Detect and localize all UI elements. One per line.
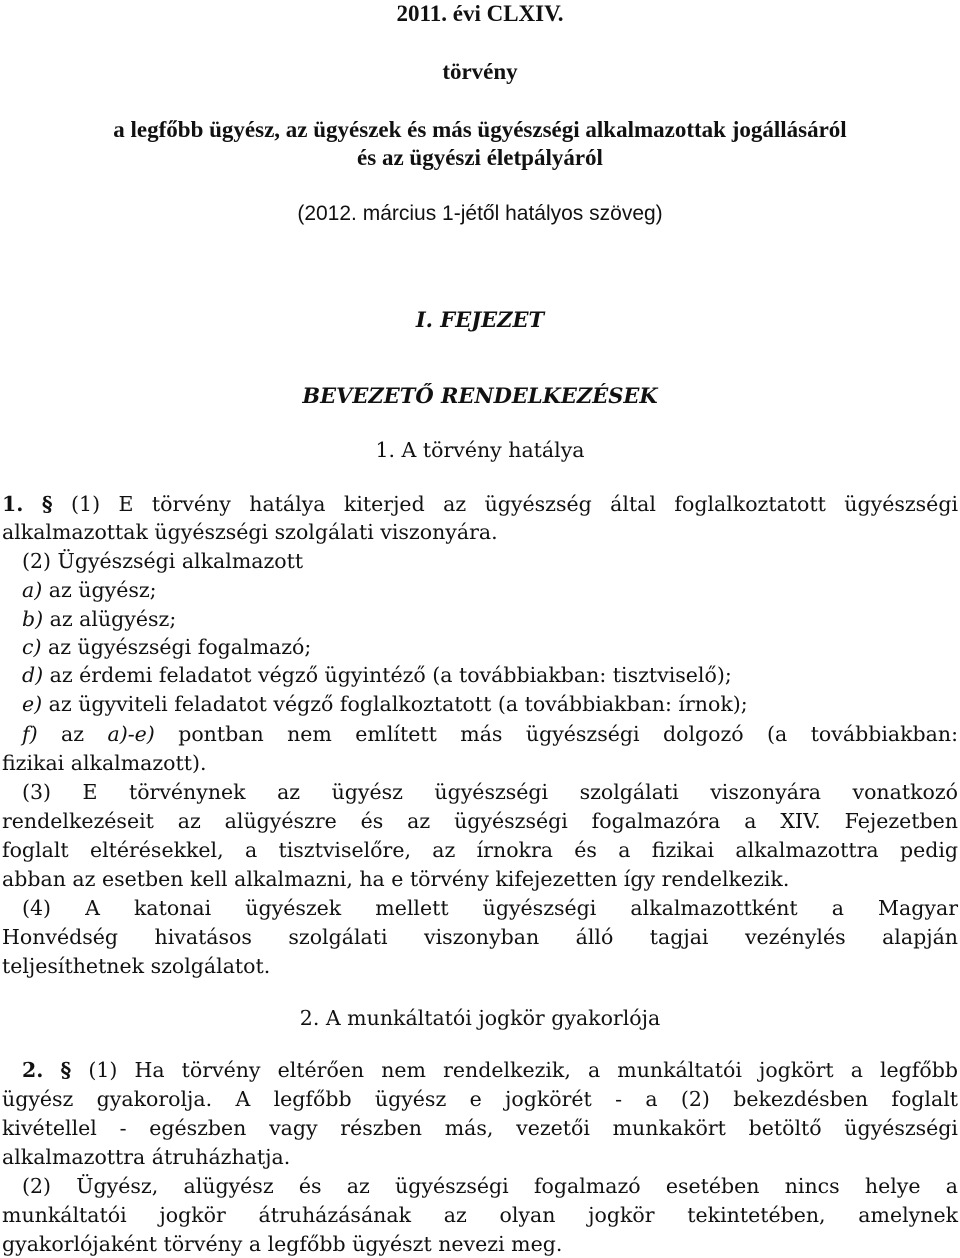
validity-note: (2012. március 1-jétől hatályos szöveg) — [297, 202, 663, 225]
chapter-number: I. FEJEZET — [415, 307, 545, 332]
list-item-f — [22, 720, 958, 748]
paragraph-1-1-line-1 — [2, 490, 958, 518]
list-letter: c) — [22, 635, 42, 659]
paragraph-2-1-line-2: ügyész gyakorolja. A legfőbb ügyész e jogkörét - a (2) bekezdésben foglalt — [2, 1087, 958, 1111]
chapter-title: BEVEZETŐ RENDELKEZÉSEK — [302, 383, 658, 408]
paragraph-1-4-line-3: teljesíthetnek szolgálatot. — [2, 954, 271, 978]
list-letter: b) — [22, 607, 44, 631]
section-heading-1: 1. A törvény hatálya — [375, 438, 585, 462]
paragraph-2-1-line-4: alkalmazottra átruházhatja. — [2, 1145, 291, 1169]
list-text: az — [37, 722, 108, 746]
list-text: az ügyviteli feladatot végző foglalkoztatott (a továbbiakban: írnok); — [42, 692, 748, 716]
list-item-c — [22, 633, 311, 661]
list-text: az ügyészségi fogalmazó; — [41, 635, 312, 659]
list-item-b — [22, 605, 176, 633]
paragraph-number: 1. — [2, 492, 24, 516]
list-item-a — [22, 576, 157, 604]
list-letter: e) — [22, 692, 43, 716]
section-sign: § — [41, 492, 53, 516]
list-item-f-line-2: fizikai alkalmazott). — [2, 751, 207, 775]
law-number: 2011. évi CLXIV. — [396, 1, 564, 26]
paragraph-2-2-line-3: gyakorlójaként törvény a legfőbb ügyészt nevezi meg. — [2, 1232, 563, 1256]
paragraph-text: (1) Ha törvény eltérően nem rendelkezik, a munkáltatói jogkört a legfőbb — [88, 1058, 958, 1082]
list-text: pontban nem említett más ügyészségi dolgozó (a továbbiakban: — [154, 722, 958, 746]
law-kind: törvény — [442, 59, 518, 84]
paragraph-2-2-line-2: munkáltatói jogkör átruházásának az olyan jogkör tekintetében, amelynek — [2, 1203, 958, 1227]
paragraph-1-4-line-2: Honvédség hivatásos szolgálati viszonyban álló tagjai vezénylés alapján — [2, 925, 958, 949]
section-heading-2: 2. A munkáltatói jogkör gyakorlója — [299, 1006, 661, 1030]
section-sign: § — [60, 1058, 72, 1082]
paragraph-1-3-line-2: rendelkezéseit az alügyészre és az ügyészségi fogalmazóra a XIV. Fejezetben — [2, 809, 958, 833]
paragraph-1-1-line-2: alkalmazottak ügyészségi szolgálati viszonyára. — [2, 520, 498, 544]
paragraph-1-3-line-1: (3) E törvénynek az ügyész ügyészségi szolgálati viszonyára vonatkozó — [22, 780, 958, 804]
list-reference: a)-e) — [107, 722, 155, 746]
law-subject-line-2: és az ügyészi életpályáról — [357, 145, 603, 170]
paragraph-2-2-line-1: (2) Ügyész, alügyész és az ügyészségi fogalmazó esetében nincs helye a — [22, 1174, 958, 1198]
list-letter: a) — [22, 578, 43, 602]
list-item-d — [22, 661, 732, 689]
paragraph-1-4-line-1: (4) A katonai ügyészek mellett ügyészségi alkalmazottként a Magyar — [22, 896, 958, 920]
paragraph-number: 2. — [22, 1058, 44, 1082]
paragraph-2-1-line-3: kivétellel - egészben vagy részben más, vezetői munkakört betöltő ügyészségi — [2, 1116, 958, 1140]
law-subject-line-1: a legfőbb ügyész, az ügyészek és más ügyészségi alkalmazottak jogállásáról — [113, 117, 847, 142]
paragraph-1-2-intro: (2) Ügyészségi alkalmazott — [22, 549, 304, 573]
list-letter: d) — [22, 663, 44, 687]
list-text: az érdemi feladatot végző ügyintéző (a továbbiakban: tisztviselő); — [43, 663, 732, 687]
paragraph-1-3-line-3: foglalt eltérésekkel, a tisztviselőre, az írnokra és a fizikai alkalmazottra pedig — [2, 838, 958, 862]
paragraph-2-1-line-1 — [22, 1056, 958, 1084]
list-letter: f) — [22, 722, 38, 746]
list-text: az ügyész; — [42, 578, 157, 602]
list-text: az alügyész; — [43, 607, 177, 631]
paragraph-1-3-line-4: abban az esetben kell alkalmazni, ha e törvény kifejezetten így rendelkezik. — [2, 867, 790, 891]
paragraph-text: (1) E törvény hatálya kiterjed az ügyészség által foglalkoztatott ügyészségi — [71, 492, 958, 516]
list-item-e — [22, 690, 748, 718]
